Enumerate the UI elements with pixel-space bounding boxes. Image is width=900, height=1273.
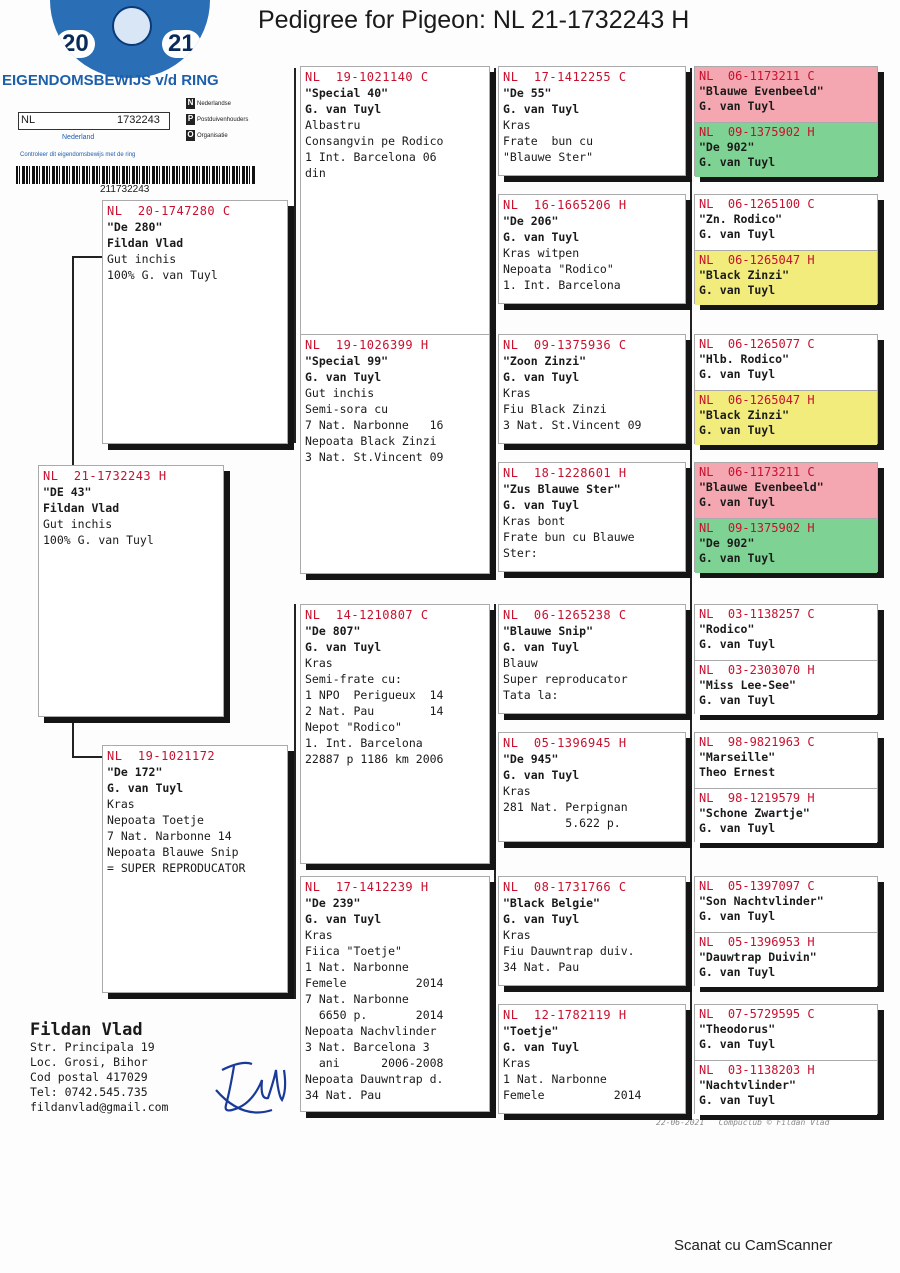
info-line: Kras — [503, 1056, 531, 1070]
breeder-name: G. van Tuyl — [503, 102, 580, 116]
ring-number: NL 09-1375936 C — [503, 338, 627, 352]
ring-certificate — [0, 0, 262, 196]
ring-number: NL 19-1026399 H — [305, 338, 429, 352]
ancestor-box — [695, 463, 877, 518]
barcode-number: 211732243 — [100, 184, 150, 195]
info-line: "Blauwe Ster" — [503, 150, 594, 164]
breeder-name: G. van Tuyl — [503, 498, 580, 512]
info-line: 1 Nat. Narbonne — [305, 960, 409, 974]
info-line: Ster: — [503, 546, 538, 560]
info-line: Kras — [503, 386, 531, 400]
ancestor-pair-box — [694, 604, 878, 714]
ancestor-box — [695, 195, 877, 250]
great-grandparent-box — [498, 732, 686, 842]
info-line: Gut inchis — [43, 517, 113, 531]
ancestor-box — [695, 335, 877, 390]
ring-number: NL 19-1021140 C — [305, 70, 429, 84]
info-line: Kras — [107, 797, 135, 811]
breeder-name: Theo Ernest — [699, 765, 776, 779]
info-line: Gut inchis — [107, 252, 177, 266]
pigeon-name: "De 280" — [107, 220, 163, 234]
great-grandparent-box — [498, 462, 686, 572]
info-line: Nepoata Black Zinzi — [305, 434, 437, 448]
breeder-name: G. van Tuyl — [699, 423, 776, 437]
info-line: Kras — [305, 928, 333, 942]
pk-line-1: N Nederlandse — [187, 98, 232, 107]
ancestor-box — [695, 67, 877, 122]
owner-line: Loc. Grosi, Bihor — [30, 1055, 148, 1069]
info-line: 1 Nat. Narbonne — [503, 1072, 607, 1086]
owner-line: Tel: 0742.545.735 — [30, 1085, 148, 1099]
info-line: Nepoata Dauwntrap d. — [305, 1072, 444, 1086]
info-line: Frate bun cu — [503, 134, 594, 148]
great-grandparent-box — [498, 604, 686, 714]
ancestor-box — [695, 1005, 877, 1060]
info-line: 7 Nat. Narbonne 14 — [107, 829, 232, 843]
ancestor-box — [695, 122, 877, 177]
certificate-country: NL — [21, 114, 36, 126]
ancestor-pair-box — [694, 462, 878, 572]
info-line: 3 Nat. St.Vincent 09 — [503, 418, 642, 432]
info-line: 34 Nat. Pau — [305, 1088, 382, 1102]
pigeon-name: "Special 99" — [305, 354, 389, 368]
pigeon-name: "Blauwe Snip" — [503, 624, 594, 638]
info-line: Nepot "Rodico" — [305, 720, 402, 734]
breeder-name: G. van Tuyl — [503, 1040, 580, 1054]
footer-credit: 22-06-2021 Compuclub © Fildan Vlad — [656, 1118, 830, 1127]
grandparent-box — [300, 334, 490, 574]
info-line: Frate bun cu Blauwe — [503, 530, 635, 544]
owner-line: fildanvlad@gmail.com — [30, 1100, 169, 1114]
ancestor-box — [695, 932, 877, 987]
ring-number: NL 05-1397097 C — [699, 879, 815, 893]
owner-line: Str. Principala 19 — [30, 1040, 155, 1054]
great-grandparent-box — [498, 194, 686, 304]
pigeon-name: "Blauwe Evenbeeld" — [699, 480, 824, 494]
pigeon-name: "De 807" — [305, 624, 361, 638]
pigeon-name: "De 206" — [503, 214, 559, 228]
breeder-name: Fildan Vlad — [107, 236, 184, 250]
pigeon-name: "Rodico" — [699, 622, 755, 636]
ring-number: NL 14-1210807 C — [305, 608, 429, 622]
breeder-name: G. van Tuyl — [699, 909, 776, 923]
connector-line — [494, 604, 496, 1112]
barcode — [16, 166, 256, 184]
certificate-ring-number: 1732243 — [117, 114, 160, 126]
pigeon-name: "Nachtvlinder" — [699, 1078, 796, 1092]
year-left: 20 — [56, 30, 95, 58]
info-line: Semi-frate cu: — [305, 672, 402, 686]
ring-number: NL 18-1228601 H — [503, 466, 627, 480]
ring-number: NL 98-9821963 C — [699, 735, 815, 749]
breeder-name: G. van Tuyl — [503, 370, 580, 384]
pigeon-name: "Theodorus" — [699, 1022, 776, 1036]
pigeon-name: "De 172" — [107, 765, 163, 779]
grandparent-box — [300, 876, 490, 1112]
owner-name: Fildan Vlad — [30, 1020, 143, 1040]
breeder-name: G. van Tuyl — [503, 230, 580, 244]
pigeon-name: "Blauwe Evenbeeld" — [699, 84, 824, 98]
grandparent-box — [300, 604, 490, 864]
breeder-name: G. van Tuyl — [699, 99, 776, 113]
breeder-name: G. van Tuyl — [699, 551, 776, 565]
breeder-name: G. van Tuyl — [503, 912, 580, 926]
owner-line: Cod postal 417029 — [30, 1070, 148, 1084]
info-line: Kras bont — [503, 514, 566, 528]
certificate-shield — [50, 0, 210, 78]
pigeon-name: "Son Nachtvlinder" — [699, 894, 824, 908]
dam-box — [102, 745, 288, 993]
breeder-name: G. van Tuyl — [699, 155, 776, 169]
info-line: Kras — [503, 784, 531, 798]
ring-number: NL 98-1219579 H — [699, 791, 815, 805]
info-line: 7 Nat. Narbonne — [305, 992, 409, 1006]
ancestor-pair-box — [694, 876, 878, 986]
info-line: 7 Nat. Narbonne 16 — [305, 418, 444, 432]
info-line: Nepoata Blauwe Snip — [107, 845, 239, 859]
info-line: 3 Nat. St.Vincent 09 — [305, 450, 444, 464]
breeder-name: G. van Tuyl — [699, 227, 776, 241]
pigeon-name: "Zn. Rodico" — [699, 212, 783, 226]
connector-line — [72, 256, 104, 258]
pigeon-name: "Miss Lee-See" — [699, 678, 796, 692]
info-line: Albastru — [305, 118, 361, 132]
info-line: Kras — [503, 928, 531, 942]
ancestor-box — [695, 250, 877, 305]
ancestor-pair-box — [694, 732, 878, 842]
info-line: Fiu Dauwntrap duiv. — [503, 944, 635, 958]
ring-number: NL 06-1265100 C — [699, 197, 815, 211]
ancestor-box — [695, 877, 877, 932]
ancestor-pair-box — [694, 194, 878, 304]
ring-number: NL 06-1265077 C — [699, 337, 815, 351]
info-line: 100% G. van Tuyl — [107, 268, 218, 282]
pigeon-name: "De 902" — [699, 140, 755, 154]
certificate-control-text: Controleer dit eigendomsbewijs met de ring — [20, 152, 136, 158]
info-line: Femele 2014 — [503, 1088, 642, 1102]
pk-line-2: P Postduivenhouders — [187, 114, 249, 123]
ring-number: NL 06-1173211 C — [699, 465, 815, 479]
certificate-ring-box — [18, 112, 170, 130]
breeder-name: G. van Tuyl — [699, 693, 776, 707]
info-line: 2 Nat. Pau 14 — [305, 704, 444, 718]
year-right: 21 — [162, 30, 201, 58]
connector-line — [494, 68, 496, 573]
ancestor-box — [695, 660, 877, 715]
pigeon-name: "DE 43" — [43, 485, 92, 499]
breeder-name: G. van Tuyl — [107, 781, 184, 795]
lion-icon — [112, 6, 152, 46]
info-line: 1. Int. Barcelona — [305, 736, 423, 750]
pigeon-name: "Zus Blauwe Ster" — [503, 482, 621, 496]
pigeon-name: "De 239" — [305, 896, 361, 910]
pigeon-name: "Hlb. Rodico" — [699, 352, 790, 366]
great-grandparent-box — [498, 334, 686, 444]
breeder-name: G. van Tuyl — [699, 637, 776, 651]
ancestor-pair-box — [694, 334, 878, 444]
pigeon-name: "Schone Zwartje" — [699, 806, 810, 820]
ring-number: NL 05-1396945 H — [503, 736, 627, 750]
pigeon-name: "Dauwtrap Duivin" — [699, 950, 817, 964]
pigeon-name: "Special 40" — [305, 86, 389, 100]
ancestor-box — [695, 518, 877, 573]
ancestor-box — [695, 1060, 877, 1115]
ring-number: NL 09-1375902 H — [699, 521, 815, 535]
ring-number: NL 06-1265047 H — [699, 253, 815, 267]
info-line: 1. Int. Barcelona — [503, 278, 621, 292]
info-line: 34 Nat. Pau — [503, 960, 580, 974]
ring-number: NL 19-1021172 — [107, 749, 216, 763]
great-grandparent-box — [498, 1004, 686, 1114]
connector-line — [690, 68, 692, 1112]
info-line: 1 Int. Barcelona 06 — [305, 150, 437, 164]
breeder-name: Fildan Vlad — [43, 501, 120, 515]
pigeon-name: "De 945" — [503, 752, 559, 766]
connector-line — [72, 256, 74, 466]
breeder-name: G. van Tuyl — [305, 102, 382, 116]
info-line: ani 2006-2008 — [305, 1056, 444, 1070]
great-grandparent-box — [498, 876, 686, 986]
ancestor-box — [695, 605, 877, 660]
ring-number: NL 21-1732243 H — [43, 469, 167, 483]
breeder-name: G. van Tuyl — [699, 821, 776, 835]
ring-number: NL 17-1412255 C — [503, 70, 627, 84]
certificate-ned-label: Nederland — [62, 134, 95, 141]
breeder-name: G. van Tuyl — [503, 768, 580, 782]
owner-block — [30, 1020, 168, 1115]
ring-number: NL 07-5729595 C — [699, 1007, 815, 1021]
info-line: Fiica "Toetje" — [305, 944, 402, 958]
breeder-name: G. van Tuyl — [699, 1037, 776, 1051]
ring-number: NL 09-1375902 H — [699, 125, 815, 139]
pigeon-name: "De 55" — [503, 86, 552, 100]
info-line: Nepoata Toetje — [107, 813, 204, 827]
pigeon-name: "Marseille" — [699, 750, 776, 764]
pigeon-name: "Black Belgie" — [503, 896, 600, 910]
info-line: Blauw — [503, 656, 538, 670]
connector-line — [294, 68, 296, 443]
ancestor-box — [695, 390, 877, 445]
info-line: Super reproducator — [503, 672, 628, 686]
info-line: 3 Nat. Barcelona 3 — [305, 1040, 430, 1054]
ring-number: NL 08-1731766 C — [503, 880, 627, 894]
pk-line-3: O Organisatie — [187, 130, 228, 139]
info-line: 281 Nat. Perpignan — [503, 800, 628, 814]
pigeon-name: "Zoon Zinzi" — [503, 354, 587, 368]
info-line: Gut inchis — [305, 386, 375, 400]
ring-number: NL 16-1665206 H — [503, 198, 627, 212]
info-line: 100% G. van Tuyl — [43, 533, 154, 547]
pigeon-name: "Black Zinzi" — [699, 268, 790, 282]
info-line: Kras — [503, 118, 531, 132]
breeder-name: G. van Tuyl — [699, 283, 776, 297]
breeder-name: G. van Tuyl — [699, 1093, 776, 1107]
ancestor-pair-box — [694, 66, 878, 176]
ring-number: NL 03-1138257 C — [699, 607, 815, 621]
pigeon-name: "Black Zinzi" — [699, 408, 790, 422]
ring-number: NL 03-1138203 H — [699, 1063, 815, 1077]
ring-number: NL 17-1412239 H — [305, 880, 429, 894]
great-grandparent-box — [498, 66, 686, 176]
connector-line — [72, 756, 104, 758]
ancestor-box — [695, 788, 877, 843]
info-line: Tata la: — [503, 688, 559, 702]
ring-number: NL 06-1265238 C — [503, 608, 627, 622]
info-line: Kras — [305, 656, 333, 670]
ring-number: NL 06-1265047 H — [699, 393, 815, 407]
breeder-name: G. van Tuyl — [305, 370, 382, 384]
info-line: 1 NPO Perigueux 14 — [305, 688, 444, 702]
ancestor-pair-box — [694, 1004, 878, 1114]
ancestor-box — [695, 733, 877, 788]
subject-pigeon-box — [38, 465, 224, 717]
pigeon-name: "De 902" — [699, 536, 755, 550]
breeder-name: G. van Tuyl — [305, 912, 382, 926]
info-line: Nepoata Nachvlinder — [305, 1024, 437, 1038]
ring-number: NL 05-1396953 H — [699, 935, 815, 949]
info-line: Semi-sora cu — [305, 402, 389, 416]
info-line: din — [305, 166, 326, 180]
info-line: 6650 p. 2014 — [305, 1008, 444, 1022]
ring-number: NL 03-2303070 H — [699, 663, 815, 677]
info-line: = SUPER REPRODUCATOR — [107, 861, 246, 875]
info-line: 5.622 p. — [503, 816, 621, 830]
info-line: Femele 2014 — [305, 976, 444, 990]
certificate-heading: EIGENDOMSBEWIJS v/d RING — [2, 72, 219, 89]
breeder-name: G. van Tuyl — [305, 640, 382, 654]
pigeon-name: "Toetje" — [503, 1024, 559, 1038]
ring-number: NL 20-1747280 C — [107, 204, 231, 218]
sire-box — [102, 200, 288, 444]
breeder-name: G. van Tuyl — [699, 495, 776, 509]
ring-number: NL 12-1782119 H — [503, 1008, 627, 1022]
ring-number: NL 06-1173211 C — [699, 69, 815, 83]
breeder-name: G. van Tuyl — [503, 640, 580, 654]
page-title: Pedigree for Pigeon: NL 21-1732243 H — [258, 6, 690, 34]
info-line: Fiu Black Zinzi — [503, 402, 607, 416]
connector-line — [294, 604, 296, 999]
breeder-name: G. van Tuyl — [699, 367, 776, 381]
info-line: Kras witpen — [503, 246, 580, 260]
info-line: Consangvin pe Rodico — [305, 134, 444, 148]
info-line: Nepoata "Rodico" — [503, 262, 614, 276]
breeder-name: G. van Tuyl — [699, 965, 776, 979]
signature — [212, 1050, 292, 1120]
connector-line — [72, 716, 74, 756]
scanner-watermark: Scanat cu CamScanner — [674, 1237, 833, 1254]
info-line: 22887 p 1186 km 2006 — [305, 752, 444, 766]
